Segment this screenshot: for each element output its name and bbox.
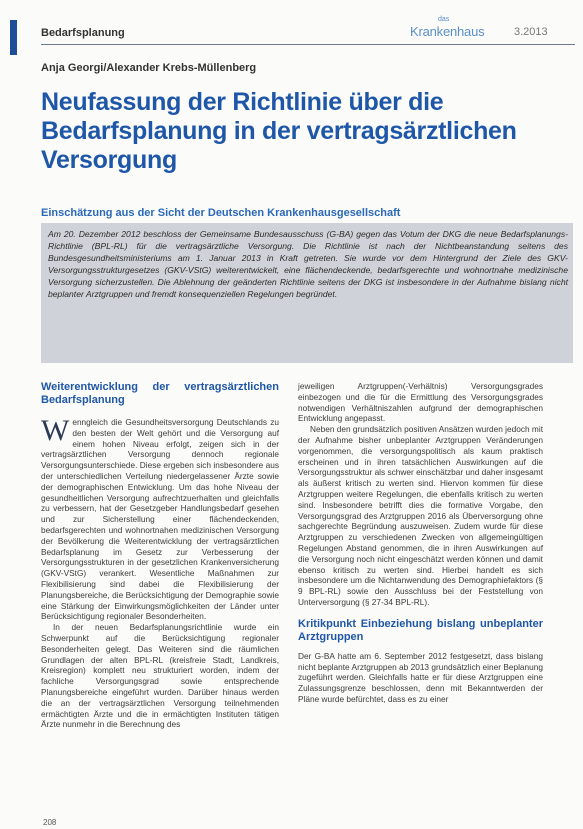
journal-logo: [410, 16, 520, 42]
section-label: Bedarfsplanung: [41, 27, 125, 39]
paragraph: [41, 414, 279, 622]
section-color-bar: [10, 20, 17, 55]
issue-number: 3.2013: [514, 26, 548, 38]
article-authors: Anja Georgi/Alexander Krebs-Müllenberg: [41, 62, 257, 74]
paragraph: Neben den grundsätzlich positiven Ansätzen wurden jedoch mit der Aufnahme bisher unbeplanter Arztgruppen Veränderungen vorgenommen, die versorgungspolitisch als kaum praktisch erscheinen und in ihren tatsächlichen Auswirkungen auf die Versorgungsstruktur als schwer einschätzbar und daher insgesamt als äußerst kritisch zu werten sind. Hiervon kommen für diese Arztgruppen weitere Regelungen, die ebenfalls kritisch zu werten sind. Insbesondere betrifft dies die formative Vorgabe, den Versorgungsgrad des Arztgruppen 2016 als Überversorgung ohne sachgerechte Begründung auszuweisen. Zudem wurde für diese Arztgruppen zu verschiedenen Zwecken von allgemeingültigen Regelungen Abstand genommen, die in ihren Auswirkungen auf die Versorgung noch nicht eingeschätzt werden können und damit ebenso kritisch zu werten sind. Hierbei handelt es sich insbesondere um die Nichtanwendung des Demographiefaktors (§ 9 BPL-RL) sowie den Ausschluss bei der Feststellung von Unterversorgung (§ 27-34 BPL-RL).: [298, 424, 543, 607]
drop-cap: W: [41, 414, 70, 447]
page-number: 208: [43, 818, 57, 827]
article-title: Neufassung der Richtlinie über die Bedarfsplanung in der vertragsärztlichen Versorgung: [41, 88, 517, 174]
journal-logo-name: Krankenhaus: [410, 24, 485, 39]
article-subtitle: Einschätzung aus der Sicht der Deutschen Krankenhausgesellschaft: [41, 207, 401, 219]
journal-logo-prefix: das: [438, 16, 450, 23]
paragraph-text: enngleich die Gesundheitsversorgung Deutschlands zu den besten der Welt gehört und die Versorgung auf einem hohen Niveau erfolgt, zeigen sich in der vertragsärztlichen Versorgung dennoch regionale Versorgungsunterschiede. Diese ergeben sich insbesondere aus der unterschiedlichen Verteilung niedergelassener Ärzte sowie der demographischen Entwicklung. Um das hohe Niveau der gesundheitlichen Versorgung aufrechtzuerhalten und gleichfalls zu verbessern, hat der Gesetzgeber Handlungsbedarf gesehen und zur Sicherstellung einer flächendeckenden, bedarfsgerechten und wohnortnahen medizinischen Versorgung der Bevölkerung die Weiterentwicklung der vertragsärztlichen Bedarfsplanung im Gesetz zur Verbesserung der Versorgungsstrukturen in der gesetzlichen Krankenversicherung (GKV-VStG) verankert. Wesentliche Maßnahmen zur Flexibilisierung sind dabei die Flexibilisierung der Planungsbereiche, die Berücksichtigung der Demographie sowie eine Stärkung der Einwirkungsmöglichkeiten der Länder unter Berücksichtigung regionaler Besonderheiten.: [41, 417, 279, 622]
column-left: [41, 381, 279, 730]
header-divider: [41, 44, 575, 45]
abstract-text: Am 20. Dezember 2012 beschloss der Gemeinsame Bundesausschuss (G-BA) gegen das Votum der DKG die neue Bedarfsplanungs-Richtlinie (BPL-RL) für die vertragsärztliche Versorgung. Die Richtlinie ist nach der Nichtbeanstandung seitens des Bundesgesundheitsministeriums am 1. Januar 2013 in Kraft getreten. Sie wurde vor dem Hintergrund der Ziele des GKV-Versorgungsstrukturgesetzes (GKV-VStG) weiterentwickelt, eine flächendeckende, bedarfsgerechte und wohnortnahe medizinische Versorgung sicherzustellen. Die Ablehnung der geänderten Richtlinie seitens der DKG ist insbesondere in der Aufnahme bislang nicht beplanter Arztgruppen und fremdt konsequenziellen Regelungen begründet.: [48, 229, 568, 299]
section-heading-weiterentwicklung: Weiterentwicklung der vertragsärztlichen Bedarfsplanung: [41, 381, 279, 406]
paragraph: Der G-BA hatte am 6. September 2012 festgesetzt, dass bislang nicht beplante Arztgruppen ab 2013 grundsätzlich einer Beplanung zugeführt werden. Gleichfalls hatte er für diese Arztgruppen eine Zulassungsgrenze beschlossen, denn mit Bekanntwerden der Pläne wurde befürchtet, dass es zu einer: [298, 650, 543, 704]
column-right: [298, 381, 543, 705]
paragraph: In der neuen Bedarfsplanungsrichtlinie wurde ein Schwerpunkt auf die Berücksichtigung regionaler Besonderheiten gelegt. Das Weiteren sind die räumlichen Grundlagen der alten BPL-RL (kreisfreie Stadt, Landkreis, Kreisregion) komplett neu strukturiert worden, indem der fachliche Versorgungsgrad sowie entsprechende Planungsbereiche eingeführt wurden. Darüber hinaus werden die an der vertragsärztlichen Versorgung teilnehmenden ermächtigten Ärzte und die in ermächtigten Instituten tätigen Ärzte nunmehr in die Berechnung des: [41, 622, 279, 730]
section-heading-kritikpunkt: Kritikpunkt Einbeziehung bislang unbeplanter Arztgruppen: [298, 617, 543, 643]
paragraph: jeweiligen Arztgruppen(-Verhältnis) Versorgungsgrades einbezogen und die für die Ermittlung des Versorgungsgrades notwendigen Verhältniszahlen aufgrund der demographischen Entwicklung angepasst.: [298, 381, 543, 424]
